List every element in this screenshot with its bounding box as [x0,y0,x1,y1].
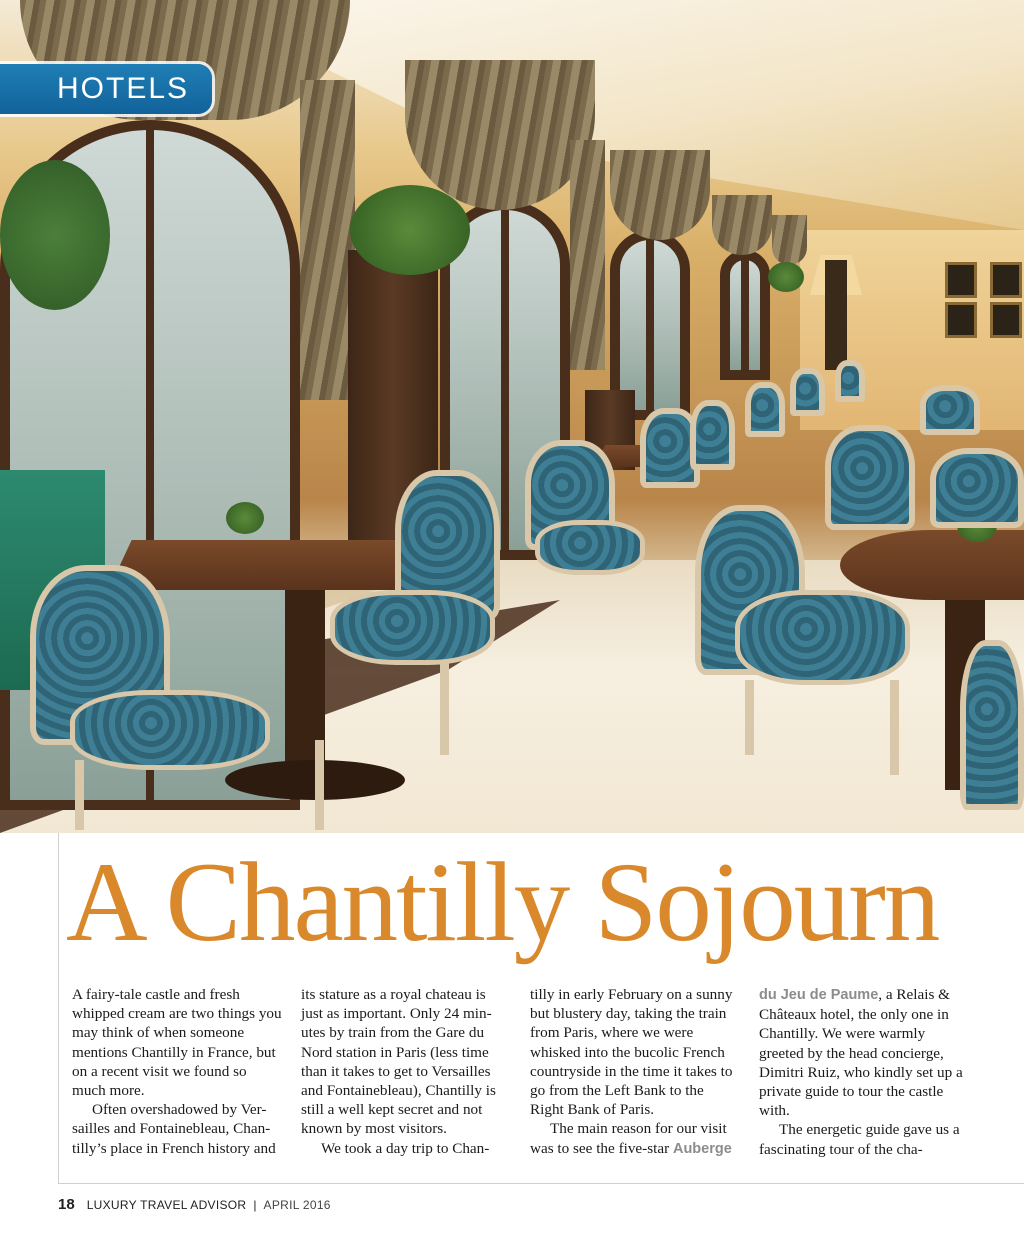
paragraph: its stature as a royal chateau is just as important. Only 24 min-utes by train from the Gare du Nord station in Paris (less time than it takes to get to Versailles and Fontainebleau), Chantilly is still a well kept secret and not known by most visitors. [301,986,496,1138]
footer-rule [58,1183,1024,1184]
table-plant-icon [226,502,264,534]
article-column-3 [530,985,740,1159]
drape-swag [405,60,595,210]
section-label: HOTELS [57,72,190,105]
article-headline: A Chantilly Sojourn [66,840,939,965]
armchair [690,400,735,470]
armchair [790,368,825,416]
paragraph: A fairy-tale castle and fresh whipped cream are two things you may think of when someone mentions Chantilly in France, but on a recent visit we found so much more. [72,986,282,1100]
armchair [745,382,785,437]
round-dining-table [840,530,1024,600]
armchair-seat [70,690,270,770]
hotel-name-highlight: Auberge [672,1140,732,1157]
footer-separator: | [253,1198,257,1212]
chair-leg [890,680,899,775]
painting [945,262,977,298]
section-tab-hotels [0,64,212,114]
drape-panel [300,80,355,400]
painting [945,302,977,338]
drape-swag [772,215,807,265]
paragraph: Often overshadowed by Ver-sailles and Fontainebleau, Chan-tilly’s place in French history and [72,1101,276,1157]
window-farthest [720,250,770,380]
drape-swag [712,195,772,255]
paragraph-text: , a Relais & Châteaux hotel, the only one in Chantilly. We were warmly greeted by the head concierge, Dimitri Ruiz, who kindly set up a private guide to tour the castle with. [759,986,963,1120]
paragraph: The energetic guide gave us a fascinating tour of the cha- [759,1121,960,1158]
chair-leg [315,740,324,830]
painting [990,262,1022,298]
armchair [835,360,865,402]
issue-date: APRIL 2016 [263,1198,331,1212]
paragraph: We took a day trip to Chan- [321,1139,490,1157]
armchair [825,425,915,530]
plant-icon [768,262,804,292]
chair-leg [75,760,84,830]
drape-swag [610,150,710,240]
armchair [920,385,980,435]
drape-panel [570,140,605,370]
article-column-4 [759,985,969,1159]
article-column-1 [72,985,282,1158]
floor-lamp [825,260,847,370]
tree-outside [0,160,110,310]
chair-leg [440,660,449,755]
plant-icon [350,185,470,275]
armchair [960,640,1024,810]
armchair-seat [735,590,910,685]
chair-leg [745,680,754,755]
armchair-seat [535,520,645,575]
paragraph-text: The main reason for our visit was to see the five-star [530,1120,727,1157]
paragraph [759,985,969,1120]
paragraph [530,1119,740,1158]
left-rule [58,833,59,1183]
armchair [930,448,1024,528]
publication-name: LUXURY TRAVEL ADVISOR [86,1198,247,1212]
page-footer [58,1196,331,1213]
page-number: 18 [58,1196,75,1213]
hotel-name-highlight: du Jeu de Paume [759,987,879,1003]
armchair-seat [330,590,495,665]
painting [990,302,1022,338]
paragraph: tilly in early February on a sunny but blustery day, taking the train from Paris, where we were whisked into the bucolic French countryside in the time it takes to go from the Left Bank to the Right Bank of Paris. [530,986,733,1119]
article-column-2 [301,985,511,1158]
